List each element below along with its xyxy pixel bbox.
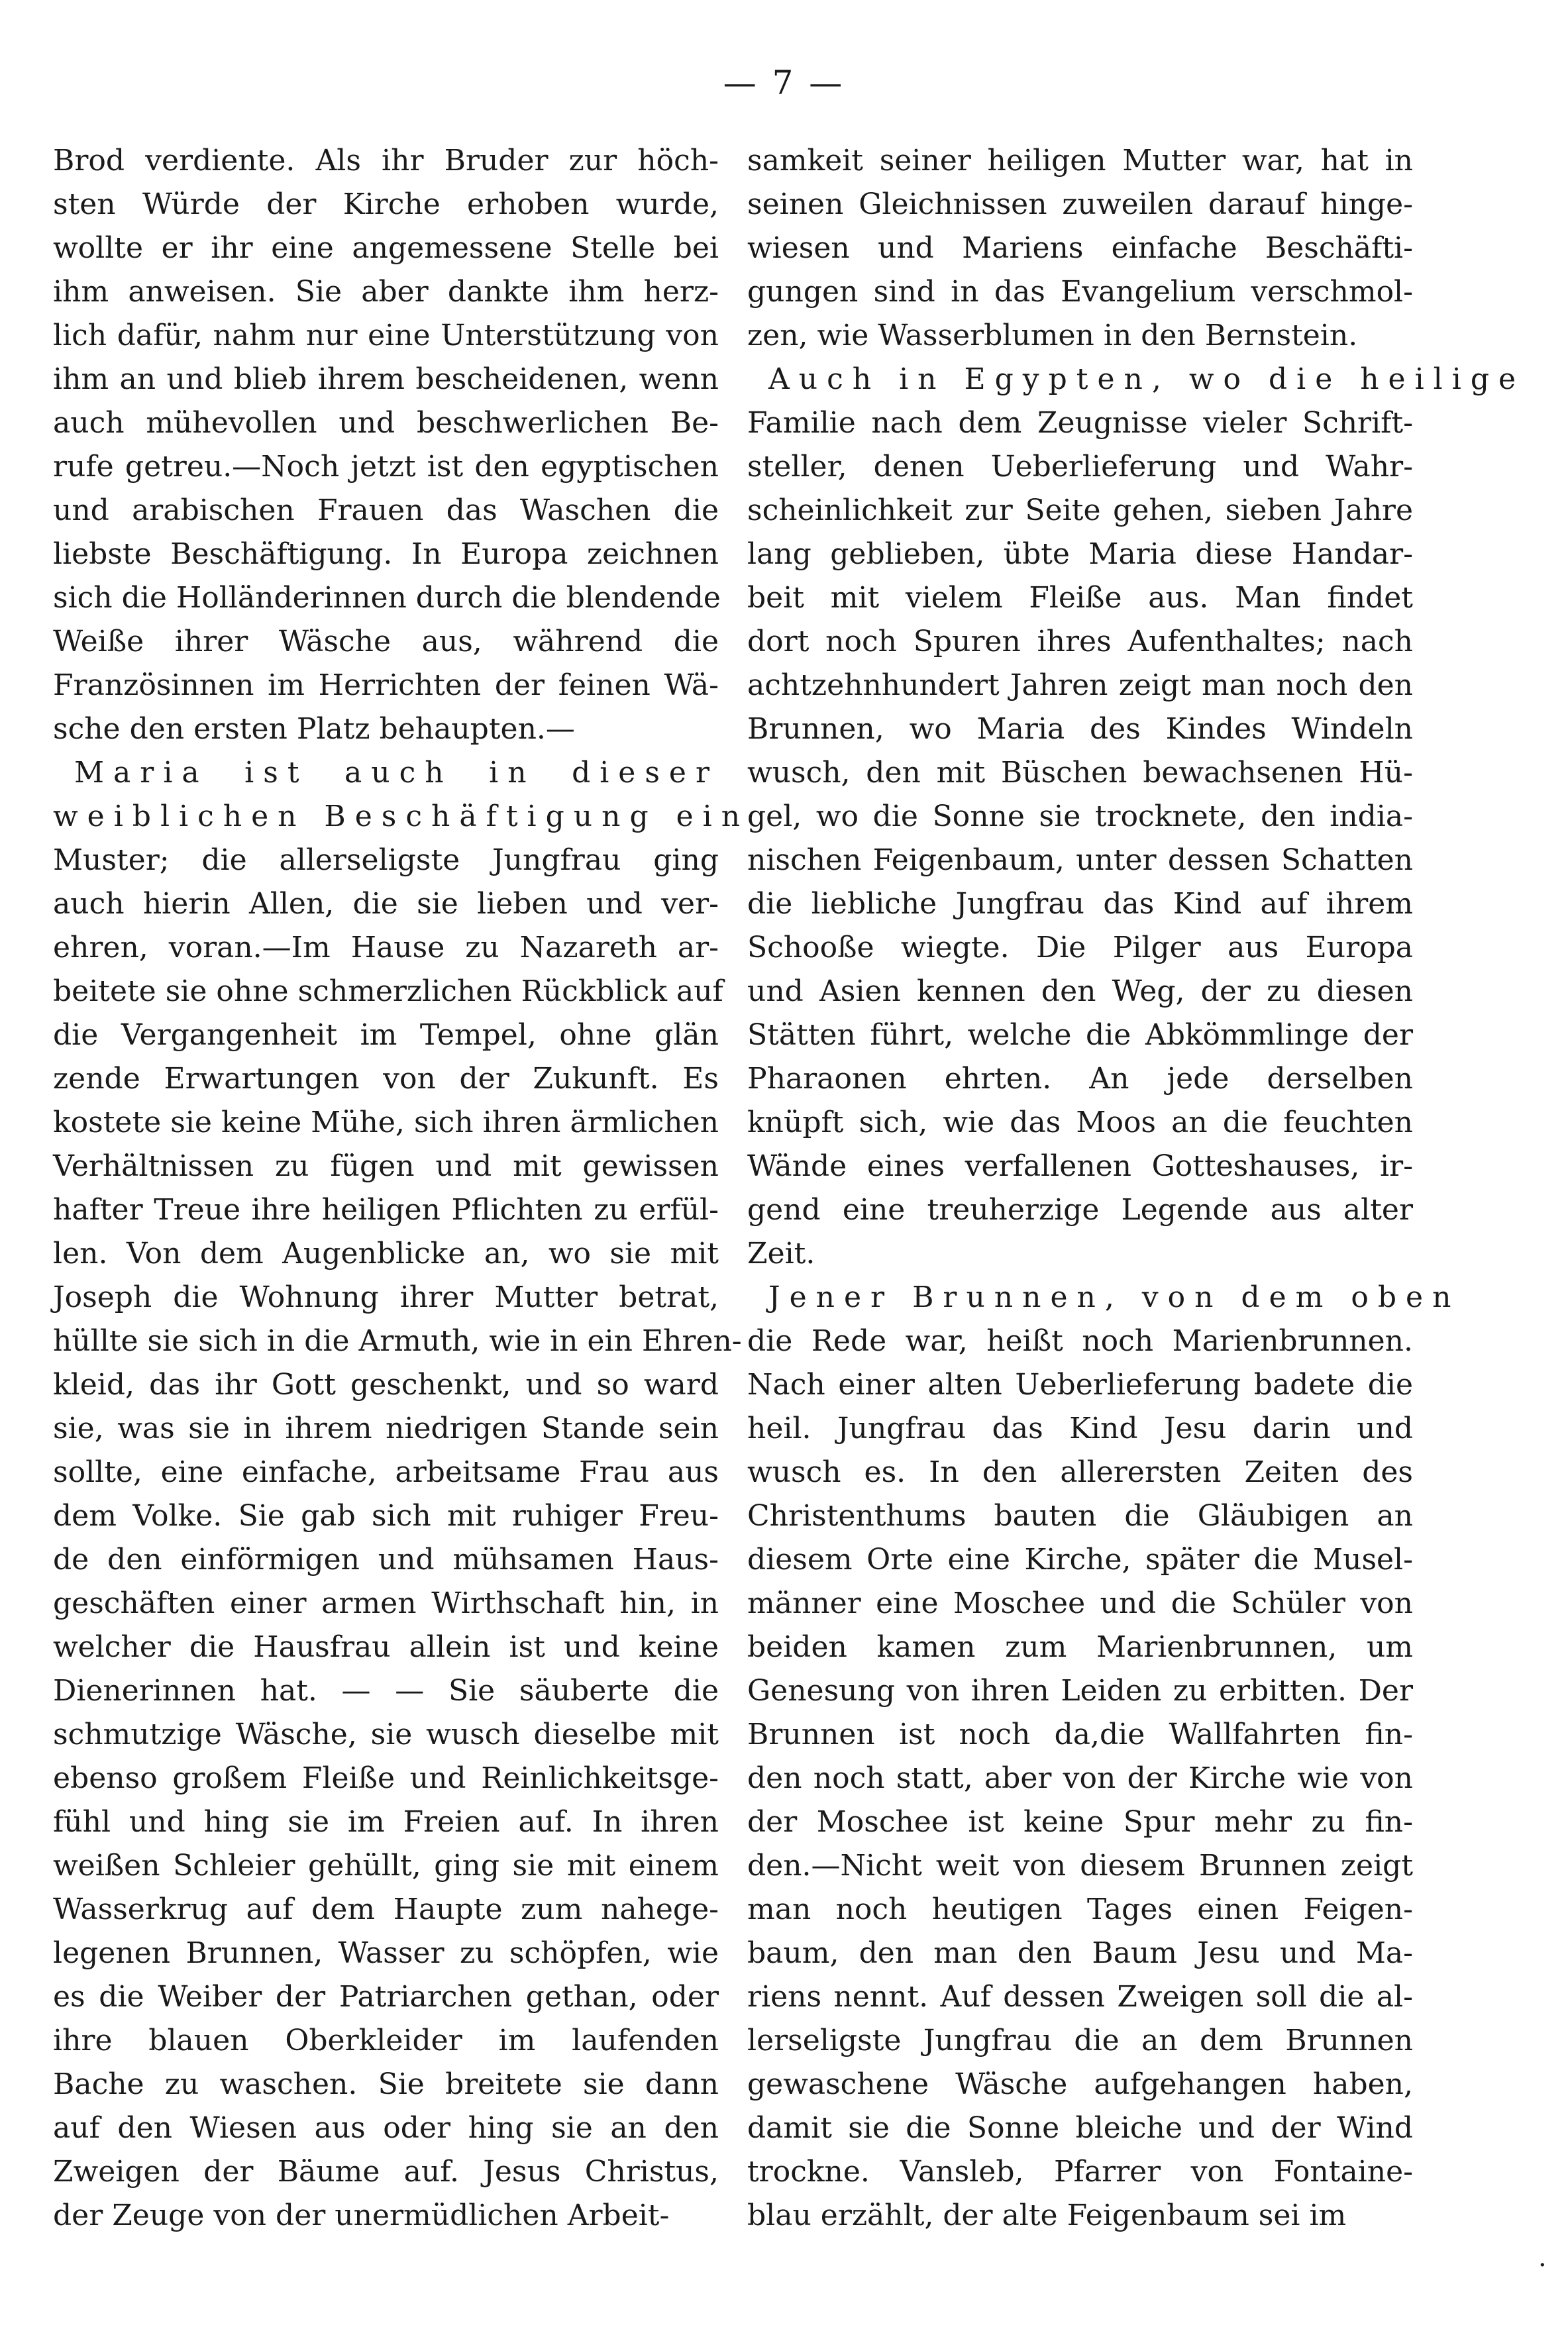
text-line: Dienerinnen hat. — — Sie säuberte die [53, 1674, 719, 1708]
text-line: nischen Feigenbaum, unter dessen Schatten [747, 843, 1413, 877]
text-line: die Vergangenheit im Tempel, ohne glän [53, 1018, 719, 1052]
text-line: gend eine treuherzige Legende aus alter [747, 1193, 1413, 1227]
text-line: ihm an und blieb ihrem bescheidenen, wenn [53, 362, 719, 396]
text-line: Genesung von ihren Leiden zu erbitten. Der [747, 1674, 1413, 1708]
text-line: kleid, das ihr Gott geschenkt, und so ward [53, 1368, 719, 1402]
text-line: man noch heutigen Tages einen Feigen- [747, 1893, 1413, 1926]
text-line: Familie nach dem Zeugnisse vieler Schrift- [747, 406, 1413, 440]
text-line: beitete sie ohne schmerzlichen Rückblick auf [53, 974, 723, 1008]
text-line: geschäften einer armen Wirthschaft hin, in [53, 1586, 719, 1620]
text-line: seinen Gleichnissen zuweilen darauf hinge- [747, 187, 1413, 221]
text-line: schmutzige Wäsche, sie wusch dieselbe mit [53, 1718, 719, 1751]
text-line: Joseph die Wohnung ihrer Mutter betrat, [53, 1280, 719, 1314]
text-line: legenen Brunnen, Wasser zu schöpfen, wie [53, 1936, 719, 1970]
text-line: es die Weiber der Patriarchen gethan, oder [53, 1980, 719, 2014]
text-line: wusch, den mit Büschen bewachsenen Hü- [747, 756, 1413, 790]
text-line: hafter Treue ihre heiligen Pflichten zu erfül- [53, 1193, 719, 1227]
text-line: damit sie die Sonne bleiche und der Wind [747, 2111, 1413, 2145]
text-line: Zeit. [747, 1237, 815, 1271]
text-line: Französinnen im Herrichten der feinen Wä- [53, 668, 719, 702]
text-line: blau erzählt, der alte Feigenbaum sei im [747, 2199, 1347, 2232]
text-line: ebenso großem Fleiße und Reinlichkeitsge- [53, 1761, 719, 1795]
text-line: Stätten führt, welche die Abkömmlinge der [747, 1018, 1413, 1052]
text-line: kostete sie keine Mühe, sich ihren ärmlichen [53, 1106, 719, 1139]
text-line: Jener Brunnen, von dem oben [768, 1280, 1461, 1314]
text-line: den.—Nicht weit von diesem Brunnen zeigt [747, 1849, 1413, 1883]
text-line: und arabischen Frauen das Waschen die [53, 494, 719, 527]
text-line: auch mühevollen und beschwerlichen Be- [53, 406, 719, 440]
text-line: sten Würde der Kirche erhoben wurde, [53, 187, 719, 221]
text-line: ihm anweisen. Sie aber dankte ihm herz- [53, 275, 719, 309]
text-line: beit mit vielem Fleiße aus. Man findet [747, 581, 1413, 615]
text-line: Brod verdiente. Als ihr Bruder zur höch- [53, 144, 719, 178]
text-line: Wasserkrug auf dem Haupte zum nahege- [53, 1893, 719, 1926]
text-line: dort noch Spuren ihres Aufenthaltes; nach [747, 625, 1413, 658]
text-line: Brunnen ist noch da,die Wallfahrten fin- [747, 1718, 1413, 1751]
text-line: die Rede war, heißt noch Marienbrunnen. [747, 1324, 1413, 1358]
text-line: welcher die Hausfrau allein ist und keine [53, 1630, 719, 1664]
text-line: Christenthums bauten die Gläubigen an [747, 1499, 1413, 1533]
text-line: gel, wo die Sonne sie trocknete, den india- [747, 800, 1413, 833]
text-line: Muster; die allerseligste Jungfrau ging [53, 843, 719, 877]
text-line: Pharaonen ehrten. An jede derselben [747, 1062, 1413, 1096]
text-line: heil. Jungfrau das Kind Jesu darin und [747, 1412, 1413, 1445]
text-line: lang geblieben, übte Maria diese Handar- [747, 537, 1413, 571]
text-line: sich die Holländerinnen durch die blendende [53, 581, 721, 615]
text-line: riens nennt. Auf dessen Zweigen soll die al- [747, 1980, 1413, 2014]
text-line: steller, denen Ueberlieferung und Wahr- [747, 450, 1413, 484]
text-line: wollte er ihr eine angemessene Stelle bei [53, 231, 719, 265]
text-line: Wände eines verfallenen Gotteshauses, ir- [747, 1149, 1413, 1183]
text-line: Zweigen der Bäume auf. Jesus Christus, [53, 2155, 719, 2189]
text-line: auch hierin Allen, die sie lieben und ver- [53, 887, 719, 921]
text-line: liebste Beschäftigung. In Europa zeichnen [53, 537, 719, 571]
text-line: scheinlichkeit zur Seite gehen, sieben Jahre [747, 494, 1413, 527]
text-line: knüpft sich, wie das Moos an die feuchten [747, 1106, 1413, 1139]
text-line: len. Von dem Augenblicke an, wo sie mit [53, 1237, 719, 1271]
text-line: Weiße ihrer Wäsche aus, während die [53, 625, 719, 658]
text-line: diesem Orte eine Kirche, später die Musel- [747, 1543, 1413, 1577]
text-line: lerseligste Jungfrau die an dem Brunnen [747, 2024, 1413, 2057]
text-line: sie, was sie in ihrem niedrigen Stande sein [53, 1412, 719, 1445]
text-line: Nach einer alten Ueberlieferung badete die [747, 1368, 1413, 1402]
margin-speck: · [1538, 2250, 1547, 2281]
text-line: auf den Wiesen aus oder hing sie an den [53, 2111, 719, 2145]
text-line: wiesen und Mariens einfache Beschäfti- [747, 231, 1413, 265]
text-line: dem Volke. Sie gab sich mit ruhiger Freu- [53, 1499, 719, 1533]
text-line: zen, wie Wasserblumen in den Bernstein. [747, 319, 1358, 352]
text-line: Maria ist auch in dieser [74, 756, 719, 790]
text-line: de den einförmigen und mühsamen Haus- [53, 1543, 719, 1577]
text-line: weiblichen Beschäftigung ein [53, 800, 750, 833]
text-line: den noch statt, aber von der Kirche wie von [747, 1761, 1413, 1795]
text-line: Verhältnissen zu fügen und mit gewissen [53, 1149, 719, 1183]
text-line: wusch es. In den allerersten Zeiten des [747, 1455, 1413, 1489]
text-line: ehren, voran.—Im Hause zu Nazareth ar- [53, 931, 719, 964]
text-line: rufe getreu.—Noch jetzt ist den egyptischen [53, 450, 719, 484]
text-line: hüllte sie sich in die Armuth, wie in ein Ehren- [53, 1324, 742, 1358]
text-line: gungen sind in das Evangelium verschmol- [747, 275, 1413, 309]
page-number: — 7 — [723, 64, 845, 102]
text-line: zende Erwartungen von der Zukunft. Es [53, 1062, 719, 1096]
text-line: sche den ersten Platz behaupten.— [53, 712, 575, 746]
text-line: trockne. Vansleb, Pfarrer von Fontaine- [747, 2155, 1413, 2189]
text-line: der Moschee ist keine Spur mehr zu fin- [747, 1805, 1413, 1839]
text-line: Schooße wiegte. Die Pilger aus Europa [747, 931, 1413, 964]
text-line: beiden kamen zum Marienbrunnen, um [747, 1630, 1413, 1664]
text-line: gewaschene Wäsche aufgehangen haben, [747, 2067, 1413, 2101]
text-line: die liebliche Jungfrau das Kind auf ihrem [747, 887, 1413, 921]
text-line: achtzehnhundert Jahren zeigt man noch den [747, 668, 1413, 702]
left-column [53, 139, 750, 2238]
text-line: lich dafür, nahm nur eine Unterstützung von [53, 319, 719, 352]
text-line: und Asien kennen den Weg, der zu diesen [747, 974, 1413, 1008]
text-line: sollte, eine einfache, arbeitsame Frau aus [53, 1455, 719, 1489]
text-line: der Zeuge von der unermüdlichen Arbeit- [53, 2199, 670, 2232]
text-line: samkeit seiner heiligen Mutter war, hat in [747, 144, 1413, 178]
text-line: fühl und hing sie im Freien auf. In ihren [53, 1805, 719, 1839]
text-line: ihre blauen Oberkleider im laufenden [53, 2024, 719, 2057]
right-column [747, 139, 1526, 2238]
text-line: männer eine Moschee und die Schüler von [747, 1586, 1413, 1620]
text-line: Brunnen, wo Maria des Kindes Windeln [747, 712, 1413, 746]
text-line: Auch in Egypten, wo die heilige [768, 362, 1526, 396]
text-line: Bache zu waschen. Sie breitete sie dann [53, 2067, 719, 2101]
text-line: baum, den man den Baum Jesu und Ma- [747, 1936, 1413, 1970]
text-line: weißen Schleier gehüllt, ging sie mit einem [53, 1849, 719, 1883]
